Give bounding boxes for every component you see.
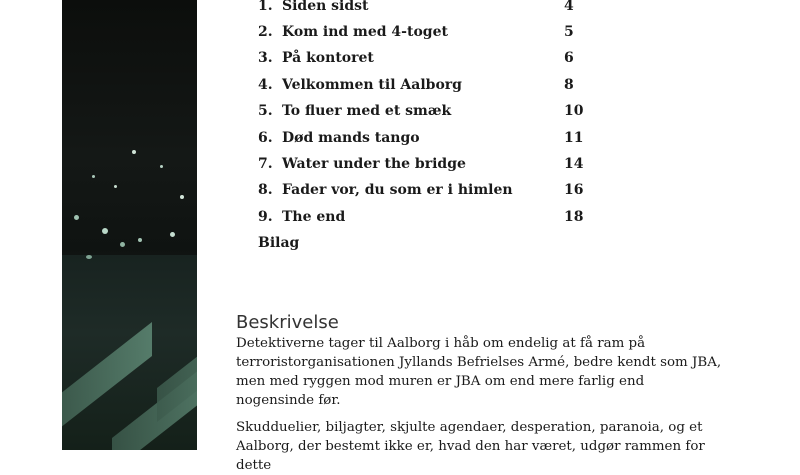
toc-number: 4. <box>258 77 273 93</box>
toc-page-number: 5 <box>564 24 574 40</box>
toc-number: 3. <box>258 50 273 66</box>
toc-entry[interactable] <box>258 75 598 95</box>
photo-light <box>86 255 92 259</box>
toc-title: Water under the bridge <box>282 156 466 172</box>
photo-light <box>160 165 163 168</box>
toc-entry[interactable] <box>258 22 598 42</box>
toc-page-number: 16 <box>564 182 584 198</box>
toc-number: 6. <box>258 130 273 146</box>
toc-entry[interactable] <box>258 48 598 68</box>
toc-entry[interactable] <box>258 0 598 16</box>
toc-number: 9. <box>258 209 273 225</box>
toc-number: 2. <box>258 24 273 40</box>
toc-page-number: 11 <box>564 130 584 146</box>
toc-entry[interactable] <box>258 101 598 121</box>
night-street-photo <box>62 0 197 450</box>
toc-entry[interactable] <box>258 180 598 200</box>
toc-number: 8. <box>258 182 273 198</box>
toc-entry[interactable] <box>258 128 598 148</box>
toc-title: Død mands tango <box>282 130 420 146</box>
toc-title: På kontoret <box>282 50 374 66</box>
toc-entry[interactable] <box>258 154 598 174</box>
photo-light <box>92 175 95 178</box>
toc-number: 1. <box>258 0 273 14</box>
toc-title: Siden sidst <box>282 0 369 14</box>
toc-page-number: 6 <box>564 50 574 66</box>
toc-page-number: 10 <box>564 103 584 119</box>
photo-light <box>132 150 136 154</box>
toc-title: Kom ind med 4-toget <box>282 24 448 40</box>
toc-entry[interactable] <box>258 207 598 227</box>
description-paragraph: Skudduelier, biljagter, skjulte agendaer, desperation, paranoia, og et Aalborg, der bestemt ikke er, hvad den har været, udgør rammen for dette <box>236 420 705 473</box>
photo-light <box>114 185 117 188</box>
toc-number: 5. <box>258 103 273 119</box>
photo-light <box>138 238 142 242</box>
photo-light <box>102 228 108 234</box>
toc-page-number: 4 <box>564 0 574 14</box>
photo-light <box>120 242 125 247</box>
description-paragraph: Detektiverne tager til Aalborg i håb om endelig at få ram på terroristorganisationen Jyllands Befrielses Armé, bedre kendt som JBA, men med ryggen mod muren er JBA om end mere farlig end nogensinde før. <box>236 336 722 408</box>
toc-title: Velkommen til Aalborg <box>282 77 462 93</box>
toc-title: The end <box>282 209 346 225</box>
photo-light <box>180 195 184 199</box>
description-heading: Beskrivelse <box>236 312 339 333</box>
toc-title: Fader vor, du som er i himlen <box>282 182 513 198</box>
photo-light <box>74 215 79 220</box>
toc-appendix[interactable]: Bilag <box>258 235 300 251</box>
toc-page-number: 18 <box>564 209 584 225</box>
toc-number: 7. <box>258 156 273 172</box>
toc-page-number: 14 <box>564 156 584 172</box>
toc-page-number: 8 <box>564 77 574 93</box>
photo-light <box>170 232 175 237</box>
toc-title: To fluer med et smæk <box>282 103 452 119</box>
